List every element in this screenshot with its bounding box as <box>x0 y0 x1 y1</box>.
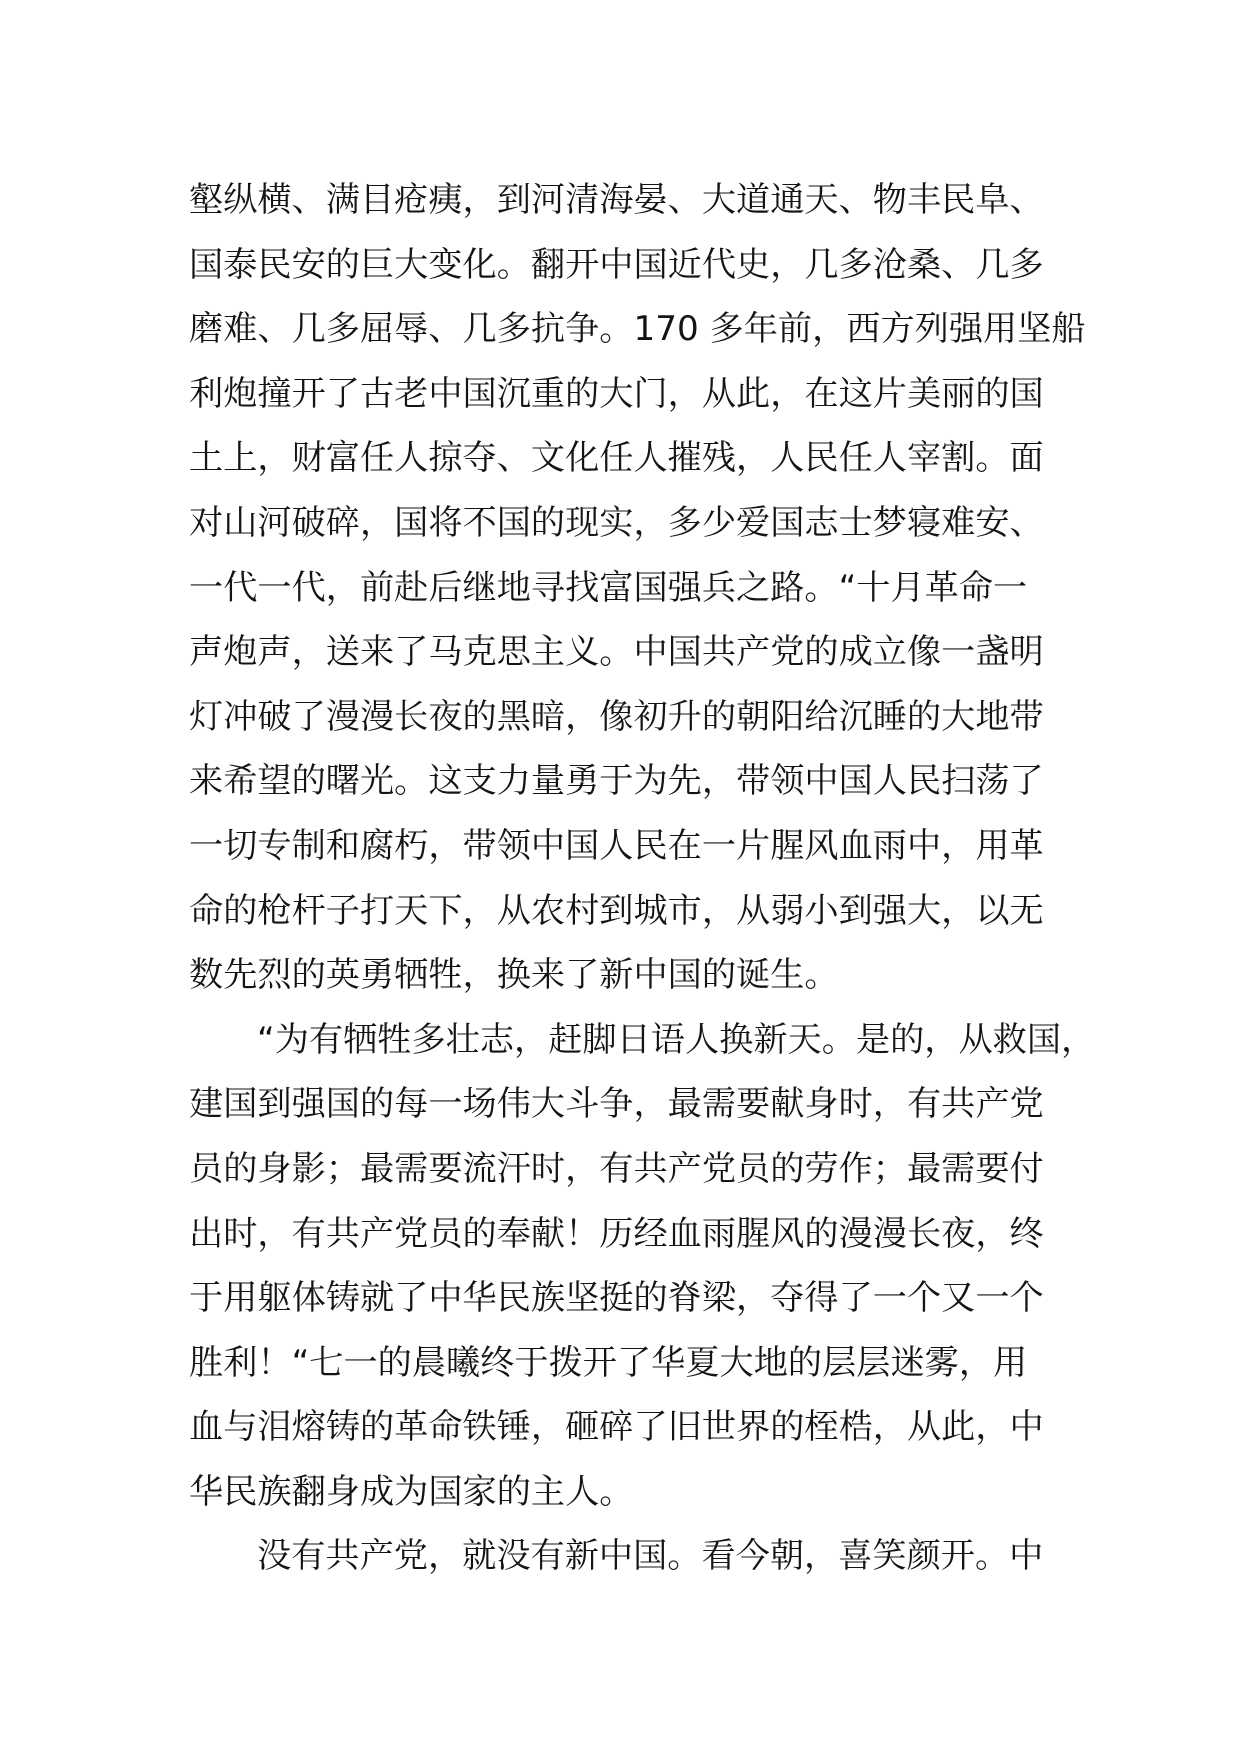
text-line: 利炮撞开了古老中国沉重的大门，从此，在这片美丽的国 <box>189 373 1044 414</box>
text-line: 出时，有共产党员的奉献！历经血雨腥风的漫漫长夜，终 <box>189 1213 1044 1254</box>
text-line: 国泰民安的巨大变化。翻开中国近代史，几多沧桑、几多 <box>189 244 1044 285</box>
text-line: 于用躯体铸就了中华民族坚挺的脊梁，夺得了一个又一个 <box>189 1278 1044 1319</box>
paragraph-start-line: 没有共产党，就没有新中国。看今朝，喜笑颜开。中 <box>257 1536 1044 1577</box>
text-line: 员的身影；最需要流汗时，有共产党员的劳作；最需要付 <box>189 1148 1044 1189</box>
text-line: 华民族翻身成为国家的主人。 <box>189 1471 634 1512</box>
body-text <box>189 168 1096 1589</box>
text-line: 命的枪杆子打天下，从农村到城市，从弱小到强大，以无 <box>189 890 1044 931</box>
paragraph-start-line: “为有牺牲多壮志，赶脚日语人换新天。是的，从救国， <box>257 1019 1096 1060</box>
text-line: 土上，财富任人掠夺、文化任人摧残，人民任人宰割。面 <box>189 438 1044 479</box>
text-line: 胜利！“七一的晨曦终于拨开了华夏大地的层层迷雾，用 <box>189 1342 1028 1383</box>
text-line: 一切专制和腐朽，带领中国人民在一片腥风血雨中，用革 <box>189 825 1044 866</box>
text-line: 来希望的曙光。这支力量勇于为先，带领中国人民扫荡了 <box>189 761 1044 802</box>
text-line: 声炮声，送来了马克思主义。中国共产党的成立像一盏明 <box>189 632 1044 673</box>
text-line: 磨难、几多屈辱、几多抗争。170 多年前，西方列强用坚船 <box>189 309 1086 350</box>
text-line: 对山河破碎，国将不国的现实，多少爱国志士梦寝难安、 <box>189 502 1044 543</box>
text-line: 数先烈的英勇牺牲，换来了新中国的诞生。 <box>189 955 839 996</box>
text-line: 建国到强国的每一场伟大斗争，最需要献身时，有共产党 <box>189 1084 1044 1125</box>
text-line: 一代一代，前赴后继地寻找富国强兵之路。“十月革命一 <box>189 567 1028 608</box>
text-line: 血与泪熔铸的革命铁锤，砸碎了旧世界的桎梏，从此，中 <box>189 1407 1044 1448</box>
text-line: 灯冲破了漫漫长夜的黑暗，像初升的朝阳给沉睡的大地带 <box>189 696 1044 737</box>
text-line: 壑纵横、满目疮痍，到河清海晏、大道通天、物丰民阜、 <box>189 180 1044 220</box>
